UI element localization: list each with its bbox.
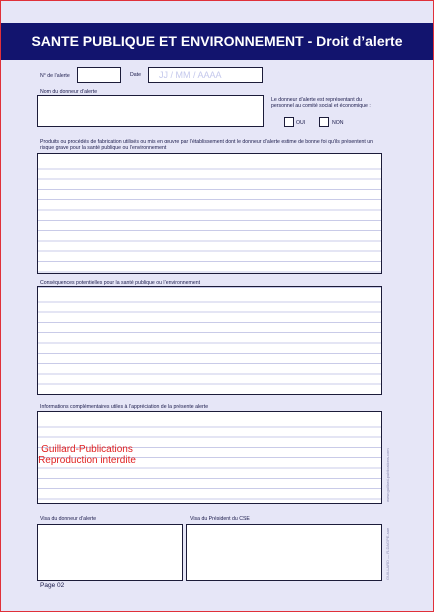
products-textarea[interactable] bbox=[37, 153, 382, 274]
non-checkbox[interactable] bbox=[319, 117, 329, 127]
whistleblower-name-label: Nom du donneur d’alerte bbox=[40, 89, 98, 95]
watermark-line-1: Guillard-Publications bbox=[41, 444, 133, 455]
products-label: Produits ou procédés de fabrication utilisés ou mis en œuvre par l’établissement dont le donneur d’alerte estime de bonne foi qu’ils présentent un risque grave pour la santé publique ou l’environnement bbox=[40, 139, 374, 151]
alert-number-label: N° de l’alerte bbox=[40, 73, 70, 79]
alert-number-field[interactable] bbox=[77, 67, 121, 83]
oui-label: OUI bbox=[296, 120, 306, 126]
page-title: SANTE PUBLIQUE ET ENVIRONNEMENT - Droit d’alerte bbox=[31, 33, 403, 49]
oui-checkbox[interactable] bbox=[284, 117, 294, 127]
representative-question: Le donneur d’alerte est représentant du personnel au comité social et économique : bbox=[271, 97, 371, 109]
visa-whistleblower-field[interactable] bbox=[37, 524, 183, 581]
date-field[interactable] bbox=[148, 67, 263, 83]
watermark-line-2: Reproduction interdite bbox=[38, 455, 136, 466]
visa-president-field[interactable] bbox=[186, 524, 382, 581]
header-bar bbox=[1, 23, 433, 60]
watermark bbox=[26, 444, 148, 466]
consequences-label: Conséquences potentielles pour la santé publique ou l’environnement bbox=[40, 280, 201, 286]
consequences-textarea[interactable] bbox=[37, 286, 382, 395]
whistleblower-name-field[interactable] bbox=[37, 95, 264, 127]
page-number: Page 02 bbox=[40, 582, 65, 589]
date-placeholder: JJ / MM / AAAA bbox=[159, 70, 222, 80]
non-label: NON bbox=[332, 120, 344, 126]
visa-whistleblower-label: Visa du donneur d’alerte bbox=[40, 516, 97, 522]
visa-president-label: Visa du Président du CSE bbox=[190, 516, 250, 522]
date-label: Date bbox=[130, 72, 141, 78]
side-website-text: www.guillard-publications.com bbox=[385, 448, 390, 502]
side-reference-text: GUILLARD — R-DAGPE-sae bbox=[385, 527, 390, 580]
additional-info-label: Informations complémentaires utiles à l’appréciation de la présente alerte bbox=[40, 404, 209, 410]
